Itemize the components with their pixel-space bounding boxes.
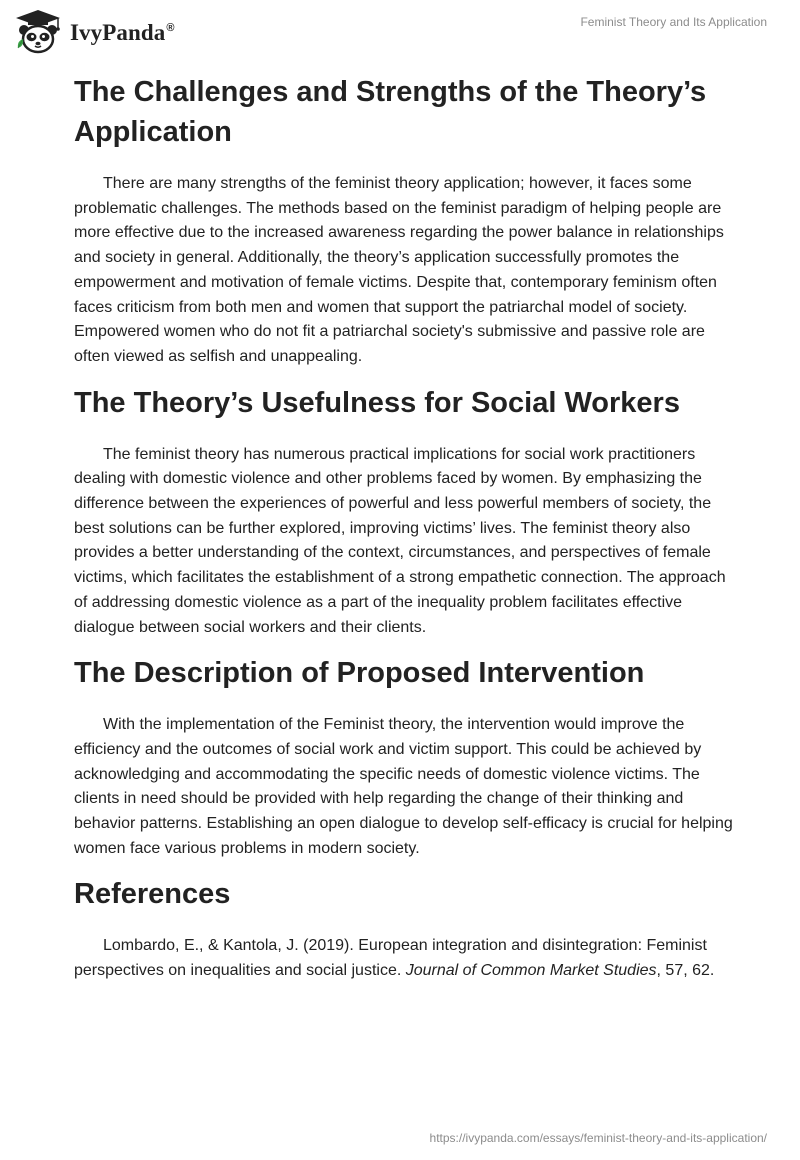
- essay-content: [74, 72, 734, 997]
- section-references: [74, 874, 734, 983]
- section-proposed-intervention: [74, 653, 734, 861]
- source-url[interactable]: https://ivypanda.com/essays/feminist-theory-and-its-application/: [429, 1131, 767, 1145]
- document-title: Feminist Theory and Its Application: [580, 15, 767, 29]
- reference-journal: Journal of Common Market Studies: [405, 962, 657, 980]
- section-heading: The Theory’s Usefulness for Social Workers: [74, 386, 680, 419]
- brand-logo[interactable]: [14, 8, 175, 56]
- references-heading: References: [74, 878, 231, 911]
- page-header: [0, 0, 800, 64]
- section-paragraph: The feminist theory has numerous practical implications for social work practitioners dealing with domestic violence and other problems faced by women. By emphasizing the difference between the experiences of powerful and less powerful members of society, the best solutions can be further explored, improving victims’ lives. The feminist theory also provides a better understanding of the context, circumstances, and perspectives of female victims, which facilitates the establishment of a strong empathetic connection. The approach of addressing domestic violence as a part of the inequality problem facilitates effective dialogue between social workers and their clients.: [74, 445, 726, 636]
- reference-entry: [74, 934, 734, 983]
- section-heading: The Description of Proposed Intervention: [74, 657, 645, 690]
- section-paragraph: There are many strengths of the feminist theory application; however, it faces some problematic challenges. The methods based on the feminist paradigm of helping people are more effective due to the increased awareness regarding the power balance in relationships and society in general. Additionally, the theory’s application successfully promotes the empowerment and motivation of female victims. Despite that, contemporary feminism often faces criticism from both men and women that support the patriarchal model of society. Empowered women who do not fit a patriarchal society's submissive and passive role are often viewed as selfish and unappealing.: [74, 175, 724, 365]
- section-challenges-strengths: [74, 72, 734, 370]
- section-heading: The Challenges and Strengths of the Theory’s Application: [74, 76, 707, 148]
- reference-text: Lombardo, E., & Kantola, J. (2019). European integration and disintegration: Feminist perspectives on inequalities and social justice.: [74, 937, 707, 980]
- section-usefulness-social-workers: [74, 383, 734, 641]
- reference-details: , 57, 62.: [656, 962, 715, 980]
- panda-graduate-icon: [14, 8, 62, 56]
- registered-mark: ®: [166, 22, 175, 34]
- brand-name: IvyPanda®: [70, 20, 175, 45]
- section-paragraph: With the implementation of the Feminist theory, the intervention would improve the efficiency and the outcomes of social work and victim support. This could be achieved by acknowledging and accommodating the specific needs of domestic violence victims. The clients in need should be provided with help regarding the change of their thinking and behavior patterns. Establishing an open dialogue to develop self-efficacy is crucial for helping women face various problems in modern society.: [74, 716, 733, 857]
